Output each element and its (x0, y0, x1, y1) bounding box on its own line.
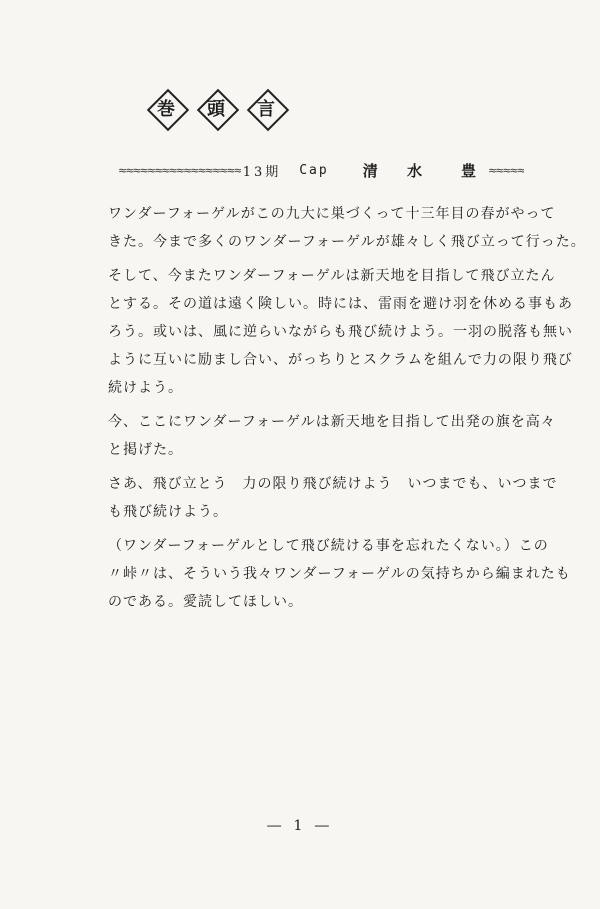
text-line: と掲げた。 (108, 442, 183, 458)
text-line: 今、ここにワンダーフォーゲルは新天地を目指して出発の旗を高々 (108, 414, 556, 430)
title-char-1: 巻 (148, 90, 184, 126)
text-line: とする。その道は遠く険しい。時には、雷雨を避け羽を休める事もあ (108, 296, 573, 312)
body-text (108, 200, 586, 616)
text-line: ように互いに励まし合い、がっちりとスクラムを組んで力の限り飛び (108, 352, 573, 368)
text-line: きた。今まで多くのワンダーフォーゲルが雄々しく飛び立って行った。 (108, 234, 586, 250)
text-line: （ワンダーフォーゲルとして飛び続ける事を忘れたくない。）この (108, 538, 549, 554)
title-char-3: 言 (248, 90, 284, 126)
byline-role: Cap (299, 163, 329, 178)
title (148, 90, 284, 126)
text-line: ワンダーフォーゲルがこの九大に巣づくって十三年目の春がやって (108, 206, 556, 222)
title-char-2: 頭 (198, 90, 234, 126)
text-line: も飛び続けよう。 (108, 504, 228, 520)
wave-decoration-left: ≈≈≈≈≈≈≈≈≈≈≈≈≈≈≈≈≈ (118, 164, 241, 177)
byline-number: 13期 (242, 165, 282, 180)
text-line: ろう。或いは、風に逆らいながらも飛び続けよう。一羽の脱落も無い (108, 324, 573, 340)
text-line: そして、今またワンダーフォーゲルは新天地を目指して飛び立たん (108, 268, 556, 284)
text-line: のである。愛読してほしい。 (108, 594, 303, 610)
text-line: 〃峠〃は、そういう我々ワンダーフォーゲルの気持ちから編まれたも (108, 566, 571, 582)
text-line: 続けよう。 (108, 380, 183, 396)
page-number: ― 1 ― (267, 818, 333, 834)
byline-author: 清 水 豊 (362, 162, 488, 180)
wave-decoration-right: ≈≈≈≈≈ (487, 164, 525, 177)
text-line: さあ、飛び立とう 力の限り飛び続けよう いつまでも、いつまで (108, 476, 558, 492)
byline (118, 160, 558, 181)
